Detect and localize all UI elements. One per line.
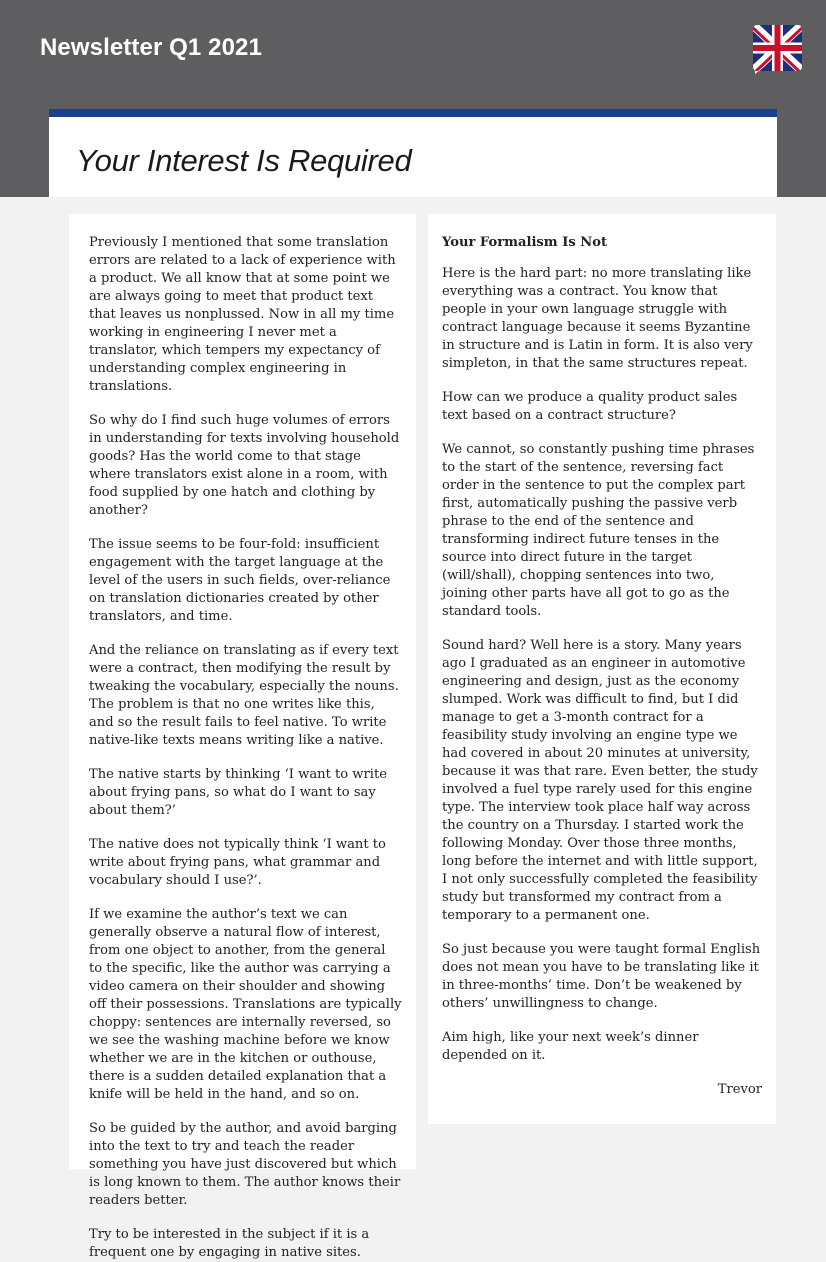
section-subheading: Your Formalism Is Not — [442, 235, 608, 250]
paragraph: The native starts by thinking ‘I want to write about frying pans, so what do I want to say about them?’ — [89, 767, 387, 818]
uk-flag-icon — [753, 25, 802, 74]
paragraph: Try to be interested in the subject if it is a frequent one by engaging in native sites. — [89, 1227, 370, 1260]
paragraph: The issue seems to be four-fold: insufficient engagement with the target language at the level of the users in such fields, over-reliance on translation dictionaries created by other translators, and time. — [89, 537, 391, 624]
paragraph: The native does not typically think ‘I want to write about frying pans, what grammar and vocabulary should I use?’. — [89, 837, 386, 888]
right-column — [428, 214, 776, 1124]
paragraph: Here is the hard part: no more translating like everything was a contract. You know that people in your own language struggle with contract language because it seems Byzantine in structure and is Latin in form. It is also very simpleton, in that the same structures repeat. — [442, 266, 753, 371]
left-column — [69, 214, 416, 1260]
paragraph: Sound hard? Well here is a story. Many years ago I graduated as an engineer in automotive engineering and design, just as the economy slumped. Work was difficult to find, but I did manage to get a 3-month contract for a feasibility study involving an engine type we had covered in about 20 minutes at university, because it was that rare. Even better, the study involved a fuel type rarely used for this engine type. The interview took place half way across the country on a Thursday. I started work the following Monday. Over those three months, long before the internet and with little support, I not only successfully completed the feasibility study but transformed my contract from a temporary to a permanent one. — [442, 638, 758, 923]
paragraph: So be guided by the author, and avoid barging into the text to try and teach the reader something you have just discovered but which is long known to them. The author knows their readers better. — [89, 1121, 401, 1208]
paragraph: And the reliance on translating as if every text were a contract, then modifying the result by tweaking the vocabulary, especially the nouns. The problem is that no one writes like this, and so the result fails to feel native. To write native-like texts means writing like a native. — [89, 643, 399, 748]
author-signature: Trevor — [717, 1082, 762, 1097]
paragraph: Aim high, like your next week’s dinner depended on it. — [442, 1030, 699, 1063]
paragraph: How can we produce a quality product sales text based on a contract structure? — [442, 390, 738, 423]
paragraph: So why do I find such huge volumes of errors in understanding for texts involving household goods? Has the world come to that stage where translators exist alone in a room, with food supplied by one hatch and clothing by another? — [89, 413, 400, 518]
paragraph: Previously I mentioned that some translation errors are related to a lack of experience with a product. We all know that at some point we are always going to meet that product text that leaves us nonplussed. Now in all my time working in engineering I never met a translator, which tempers my expectancy of understanding complex engineering in translations. — [89, 235, 396, 394]
title-card — [49, 109, 777, 197]
paragraph: We cannot, so constantly pushing time phrases to the start of the sentence, reversing fact order in the sentence to put the complex part first, automatically pushing the passive verb phrase to the end of the sentence and transforming indirect future tenses in the source into direct future in the target (will/shall), chopping sentences into two, joining other parts have all got to go as the standard tools. — [442, 442, 755, 619]
page-title: Your Interest Is Required — [76, 143, 412, 178]
paragraph: So just because you were taught formal English does not mean you have to be translating like it in three-months’ time. Don’t be weakened by others’ unwillingness to change. — [442, 942, 761, 1011]
newsletter-title: Newsletter Q1 2021 — [40, 34, 262, 61]
paragraph: If we examine the author’s text we can generally observe a natural flow of interest, from one object to another, from the general to the specific, like the author was carrying a video camera on their shoulder and showing off their possessions. Translations are typically choppy: sentences are internally reversed, so we see the washing machine before we know whether we are in the kitchen or outhouse, there is a sudden detailed explanation that a knife will be held in the hand, and so on. — [89, 907, 402, 1102]
